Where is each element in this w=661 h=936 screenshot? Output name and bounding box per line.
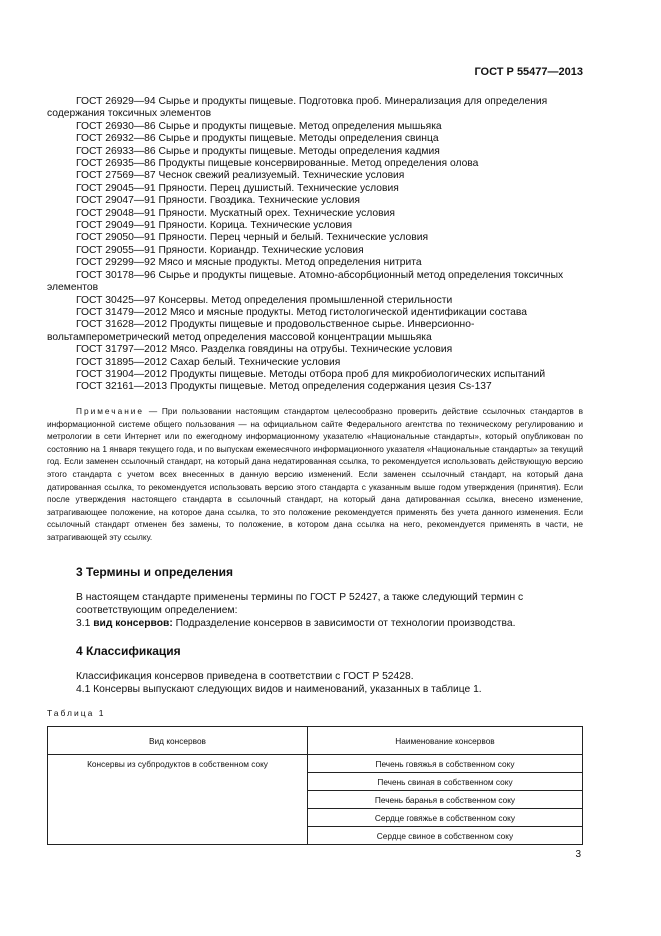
section-4-p1: Классификация консервов приведена в соответствии с ГОСТ Р 52428. [76,671,414,682]
reference-title: Пряности. Корица. Технические условия [158,220,353,232]
document-header: ГОСТ Р 55477—2013 [474,66,583,78]
reference-code: ГОСТ 29048—91 [76,207,156,219]
term-definition [47,617,585,630]
reference-item [47,220,585,232]
reference-code: ГОСТ 27569—87 [76,170,156,182]
section-3-heading: 3 Термины и определения [76,565,234,579]
reference-code: ГОСТ 31479—2012 [76,306,168,318]
reference-title: Сырье и продукты пищевые. Метод определения мышьяка [158,120,442,132]
table-cell-name: Печень говяжья в собственном соку [308,755,583,773]
reference-title: Сырье и продукты пищевые. Подготовка проб. Минерализация для определения содержания токсичных элементов [47,96,548,120]
reference-item [47,146,585,158]
reference-code: ГОСТ 31895—2012 [76,356,168,368]
reference-title: Чеснок свежий реализуемый. Технические условия [158,170,405,182]
reference-item [47,133,585,145]
reference-code: ГОСТ 29055—91 [76,244,156,256]
table-caption: Таблица 1 [47,708,106,718]
note-paragraph [47,405,583,544]
reference-title: Пряности. Перец черный и белый. Технические условия [158,232,429,244]
table-1 [47,726,583,845]
reference-item [47,170,585,182]
reference-item [47,121,585,133]
reference-item [47,183,585,195]
note-label: Примечание [76,406,145,416]
reference-title: Сырье и продукты пищевые. Атомно-абсорбционный метод определения токсичных элементов [47,269,564,294]
reference-item [47,257,585,269]
reference-title: Пряности. Перец душистый. Технические условия [158,182,399,194]
term-number: 3.1 [76,618,91,629]
reference-code: ГОСТ 29049—91 [76,220,156,232]
page-number: 3 [575,849,581,860]
reference-code: ГОСТ 29045—91 [76,182,156,194]
reference-item [47,344,585,356]
reference-item [47,232,585,244]
table-row [48,755,583,773]
table-cell-name: Сердце говяжье в собственном соку [308,809,583,827]
reference-title: Мясо и мясные продукты. Метод определения нитрита [158,257,422,269]
reference-title: Сырье и продукты пищевые. Методы определения свинца [158,133,439,145]
section-4-heading: 4 Классификация [76,644,181,658]
reference-code: ГОСТ 29050—91 [76,232,156,244]
reference-title: Консервы. Метод определения промышленной стерильности [158,294,453,306]
term-definition-text: Подразделение консервов в зависимости от технологии производства. [175,618,516,629]
reference-title: Продукты пищевые консервированные. Метод определения олова [158,158,479,170]
reference-code: ГОСТ 32161—2013 [76,381,168,393]
reference-title: Продукты пищевые и продовольственное сырье. Инверсионно-вольтамперометрический метод определения массовой концентрации мышьяка [47,319,475,343]
reference-item [47,195,585,207]
reference-title: Продукты пищевые. Метод определения содержания цезия Cs-137 [169,381,492,393]
reference-title: Сахар белый. Технические условия [169,356,341,368]
reference-item [47,319,585,344]
reference-code: ГОСТ 30178—96 [76,269,156,281]
reference-item [47,369,585,381]
table-header-name: Наименование консервов [308,727,583,755]
reference-code: ГОСТ 26932—86 [76,133,156,145]
reference-item [47,357,585,369]
reference-title: Сырье и продукты пищевые. Методы определения кадмия [158,145,440,157]
section-4-p2: 4.1 Консервы выпускают следующих видов и наименований, указанных в таблице 1. [76,684,482,695]
section-3-body [47,591,585,630]
reference-item [47,96,585,121]
reference-item [47,270,585,295]
reference-code: ГОСТ 31904—2012 [76,368,168,380]
note-text: — При пользовании настоящим стандартом целесообразно проверить действие ссылочных стандартов в информационной системе общего пользования — на официальном сайте Федерального агентства по техническому регулированию и метрологии в сети Интернет или по ежегодному информационному указателю «Национальные стандарты», который опубликован по состоянию на 1 января текущего года, и по выпускам ежемесячного информационного указателя «Национальные стандарты» за текущий год. Если заменен ссылочный стандарт, на который дана недатированная ссылка, то рекомендуется использовать действующую версию этого стандарта с учетом всех внесенных в данную версию изменений. Если заменен ссылочный стандарт, на который дана датированная ссылка, то рекомендуется использовать версию этого стандарта с указанным выше годом утверждения (принятия). Если после утверждения настоящего стандарта в ссылочный стандарт, на который дана датированная ссылка, внесено изменение, затрагивающее положение, на которое дана ссылка, то это положение рекомендуется применять без учета данного изменения. Если ссылочный стандарт отменен без замены, то положение, в котором дана ссылка на него, рекомендуется применять в части, не затрагивающей эту ссылку. [47,406,583,542]
reference-title: Мясо. Разделка говядины на отрубы. Технические условия [169,344,453,356]
reference-code: ГОСТ 26935—86 [76,158,156,170]
reference-item [47,295,585,307]
reference-code: ГОСТ 30425—97 [76,294,156,306]
reference-code: ГОСТ 26929—94 [76,96,156,107]
reference-title: Мясо и мясные продукты. Метод гистологической идентификации состава [169,306,527,318]
term-name: вид консервов: [93,618,173,629]
reference-code: ГОСТ 29047—91 [76,195,156,207]
section-4-body [47,670,585,696]
reference-item [47,381,585,393]
table-cell-name: Печень баранья в собственном соку [308,791,583,809]
reference-title: Пряности. Мускатный орех. Технические условия [158,207,395,219]
reference-code: ГОСТ 29299—92 [76,257,156,269]
reference-code: ГОСТ 31797—2012 [76,344,168,356]
reference-item [47,158,585,170]
reference-item [47,245,585,257]
reference-code: ГОСТ 26933—86 [76,145,156,157]
reference-code: ГОСТ 26930—86 [76,120,156,132]
reference-code: ГОСТ 31628—2012 [76,319,168,331]
table-cell-name: Сердце свиное в собственном соку [308,827,583,845]
table-cell-kind: Консервы из субпродуктов в собственном соку [48,755,308,845]
reference-item [47,208,585,220]
reference-title: Пряности. Кориандр. Технические условия [158,244,364,256]
reference-title: Продукты пищевые. Методы отбора проб для микробиологических испытаний [169,368,546,380]
table-header-kind: Вид консервов [48,727,308,755]
table-cell-name: Печень свиная в собственном соку [308,773,583,791]
section-3-intro: В настоящем стандарте применены термины по ГОСТ Р 52427, а также следующий термин с соответствующим определением: [76,592,524,616]
reference-title: Пряности. Гвоздика. Технические условия [158,195,360,207]
reference-item [47,307,585,319]
normative-references-list [47,96,585,394]
